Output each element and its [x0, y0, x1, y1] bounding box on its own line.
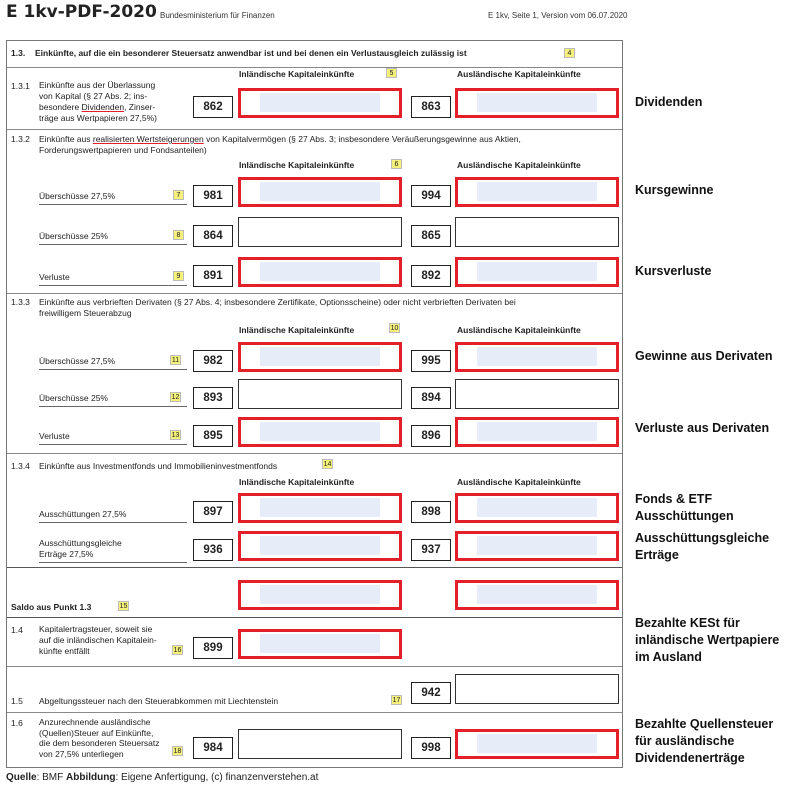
code-984: 984 — [193, 737, 233, 759]
section-description: Einkünfte aus der Überlassung von Kapital (§ 27 Abs. 2; ins- besondere Dividenden, Zinser- träge aus Wertpapieren 27,5%) — [39, 80, 157, 123]
code-892: 892 — [411, 265, 451, 287]
annotation-kursverluste: Kursverluste — [635, 264, 712, 278]
help-badge[interactable]: 8 — [173, 230, 184, 240]
section-title: Einkünfte, auf die ein besonderer Steuersatz anwendbar ist und bei denen ein Verlustausgleich zulässig ist — [35, 48, 467, 58]
section-description: Anzurechnende ausländische (Quellen)Steuer auf Einkünfte, die dem besonderen Steuersatz von 27,5% unterliegen — [39, 717, 160, 759]
row-label: Überschüsse 27,5% — [39, 191, 116, 201]
section-number: 1.3. — [11, 48, 26, 58]
input-862[interactable] — [238, 88, 402, 118]
column-header-inland: Inländische Kapitaleinkünfte — [239, 69, 355, 79]
input-898[interactable] — [455, 493, 619, 523]
help-badge[interactable]: 14 — [323, 461, 332, 468]
annotation-gewinne-derivate: Gewinne aus Derivaten — [635, 349, 773, 363]
input-894[interactable] — [455, 379, 619, 409]
help-badge[interactable]: 13 — [171, 432, 180, 439]
help-badge[interactable]: 9 — [173, 271, 184, 281]
annotation-quellensteuer: Bezahlte Quellensteuer für ausländische Dividendenerträge — [635, 717, 774, 765]
input-893[interactable] — [238, 379, 402, 409]
annotation-dividenden: Dividenden — [635, 95, 703, 109]
code-896: 896 — [411, 425, 451, 447]
code-894: 894 — [411, 387, 451, 409]
code-862: 862 — [193, 96, 233, 118]
row-label: Überschüsse 27,5% — [39, 356, 116, 366]
section-description: Kapitalertragsteuer, soweit sie auf die inländischen Kapitalein- künfte entfällt — [39, 624, 157, 656]
input-984[interactable] — [238, 729, 402, 759]
row-label: Verluste — [39, 272, 70, 282]
help-badge[interactable]: 11 — [171, 357, 180, 364]
tax-form — [6, 40, 623, 768]
input-982[interactable] — [238, 342, 402, 372]
input-saldo-ausland[interactable] — [455, 580, 619, 610]
row-label: Ausschüttungsgleiche Erträge 27,5% — [39, 538, 122, 559]
code-864: 864 — [193, 225, 233, 247]
code-898: 898 — [411, 501, 451, 523]
row-label: Verluste — [39, 431, 70, 441]
column-header-ausland: Ausländische Kapitaleinkünfte — [457, 160, 581, 170]
section-number: 1.6 — [11, 718, 23, 728]
input-896[interactable] — [455, 417, 619, 447]
input-981[interactable] — [238, 177, 402, 207]
help-badge[interactable]: 6 — [391, 159, 402, 169]
column-header-ausland: Ausländische Kapitaleinkünfte — [457, 477, 581, 487]
input-863[interactable] — [455, 88, 619, 118]
section-description: Einkünfte aus verbrieften Derivaten (§ 27 Abs. 4; insbesondere Zertifikate, Optionsscheine) oder nicht verbrieften Derivaten bei freiwilligem Steuerabzug — [39, 297, 516, 318]
input-saldo-inland[interactable] — [238, 580, 402, 610]
code-899: 899 — [193, 637, 233, 659]
input-998[interactable] — [455, 729, 619, 759]
input-994[interactable] — [455, 177, 619, 207]
input-936[interactable] — [238, 531, 402, 561]
help-badge[interactable]: 18 — [173, 748, 182, 755]
section-number: 1.3.4 — [11, 461, 30, 471]
input-895[interactable] — [238, 417, 402, 447]
section-number: 1.5 — [11, 696, 23, 706]
section-description: Einkünfte aus Investmentfonds und Immobilieninvestmentfonds — [39, 461, 278, 471]
section-description: Einkünfte aus realisierten Wertsteigerungen von Kapitalvermögen (§ 27 Abs. 3; insbesondere Veräußerungsgewinne aus Aktien, Forderungswertpapieren und Fondsanteilen) — [39, 134, 521, 155]
code-981: 981 — [193, 185, 233, 207]
section-number: 1.3.3 — [11, 297, 30, 307]
annotation-fonds: Fonds & ETF Ausschüttungen — [635, 492, 734, 523]
input-937[interactable] — [455, 531, 619, 561]
input-892[interactable] — [455, 257, 619, 287]
column-header-ausland: Ausländische Kapitaleinkünfte — [457, 325, 581, 335]
row-label: Überschüsse 25% — [39, 231, 108, 241]
code-865: 865 — [411, 225, 451, 247]
section-number: 1.3.1 — [11, 81, 30, 91]
code-891: 891 — [193, 265, 233, 287]
code-982: 982 — [193, 350, 233, 372]
code-863: 863 — [411, 96, 451, 118]
help-badge[interactable]: 12 — [171, 394, 180, 401]
code-937: 937 — [411, 539, 451, 561]
saldo-label: Saldo aus Punkt 1.3 — [11, 602, 92, 612]
column-header-inland: Inländische Kapitaleinkünfte — [239, 477, 355, 487]
ministry-label: Bundesministerium für Finanzen — [160, 11, 275, 20]
help-badge[interactable]: 17 — [392, 697, 401, 704]
help-badge[interactable]: 7 — [173, 190, 184, 200]
code-994: 994 — [411, 185, 451, 207]
column-header-inland: Inländische Kapitaleinkünfte — [239, 325, 355, 335]
section-description: Abgeltungssteuer nach den Steuerabkommen mit Liechtenstein — [39, 696, 279, 706]
input-942[interactable] — [455, 674, 619, 704]
code-942: 942 — [411, 682, 451, 704]
annotation-kursgewinne: Kursgewinne — [635, 183, 714, 197]
column-header-inland: Inländische Kapitaleinkünfte — [239, 160, 355, 170]
help-badge[interactable]: 10 — [390, 325, 399, 332]
section-number: 1.3.2 — [11, 134, 30, 144]
annotation-verluste-derivate: Verluste aus Derivaten — [635, 421, 770, 435]
help-badge[interactable]: 15 — [119, 603, 128, 610]
section-number: 1.4 — [11, 625, 23, 635]
input-865[interactable] — [455, 217, 619, 247]
code-893: 893 — [193, 387, 233, 409]
input-899[interactable] — [238, 629, 402, 659]
code-998: 998 — [411, 737, 451, 759]
help-badge[interactable]: 16 — [173, 647, 182, 654]
input-864[interactable] — [238, 217, 402, 247]
input-995[interactable] — [455, 342, 619, 372]
help-badge[interactable]: 5 — [386, 68, 397, 78]
form-title: E 1kv-PDF-2020 — [6, 2, 157, 22]
code-897: 897 — [193, 501, 233, 523]
annotation-kest: Bezahlte KESt für inländische Wertpapiere im Ausland — [635, 616, 780, 664]
row-label: Überschüsse 25% — [39, 393, 108, 403]
code-995: 995 — [411, 350, 451, 372]
input-891[interactable] — [238, 257, 402, 287]
source-footer: Quelle: BMF Abbildung: Eigene Anfertigung, (c) finanzenverstehen.at — [6, 772, 319, 783]
code-936: 936 — [193, 539, 233, 561]
annotation-ausschuettungsgleiche: Ausschüttungsgleiche Erträge — [635, 531, 770, 562]
row-label: Ausschüttungen 27,5% — [39, 509, 127, 519]
input-897[interactable] — [238, 493, 402, 523]
code-895: 895 — [193, 425, 233, 447]
help-badge[interactable]: 4 — [564, 48, 575, 58]
version-label: E 1kv, Seite 1, Version vom 06.07.2020 — [488, 11, 628, 20]
column-header-ausland: Ausländische Kapitaleinkünfte — [457, 69, 581, 79]
